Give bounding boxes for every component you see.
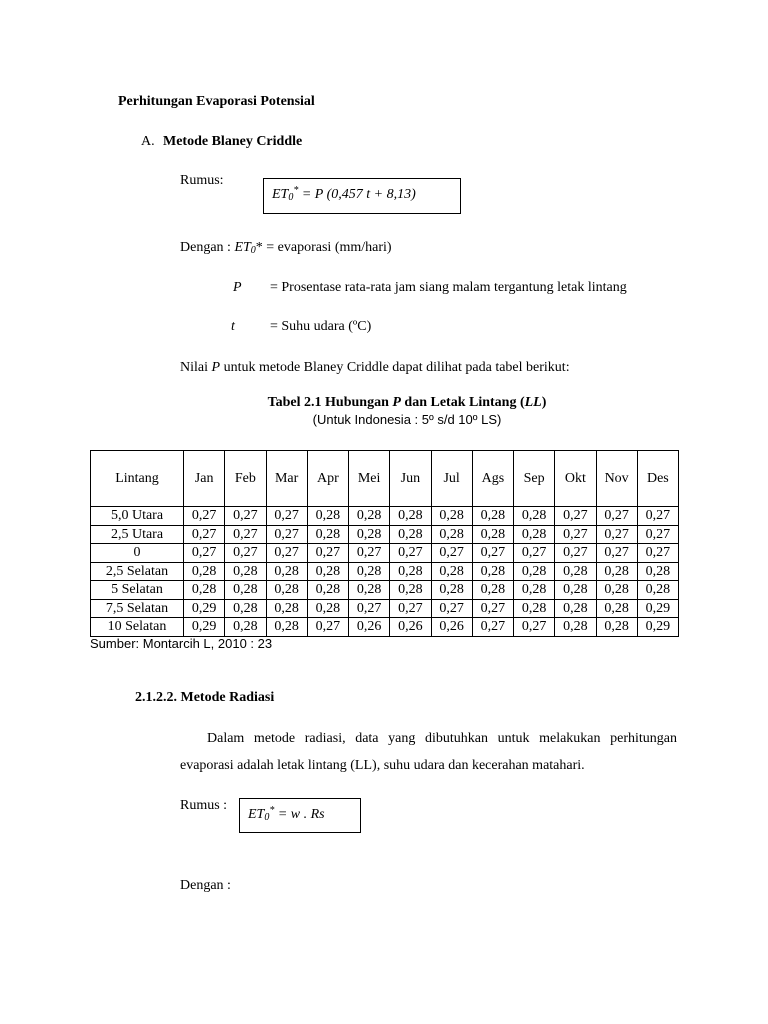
section-a-letter: A. bbox=[141, 134, 155, 149]
table-caption: Tabel 2.1 Hubungan P dan Letak Lintang (LL) bbox=[267, 395, 547, 410]
p-value-cell: 0,27 bbox=[472, 544, 513, 563]
p-value-cell: 0,28 bbox=[349, 507, 390, 526]
p-value-cell: 0,28 bbox=[637, 562, 678, 581]
p-value-cell: 0,27 bbox=[596, 507, 637, 526]
lintang-cell: 5 Selatan bbox=[91, 581, 184, 600]
p-value-cell: 0,27 bbox=[472, 599, 513, 618]
p-value-cell: 0,27 bbox=[637, 525, 678, 544]
column-header-month: Mei bbox=[349, 451, 390, 507]
column-header-month: Nov bbox=[596, 451, 637, 507]
p-value-cell: 0,27 bbox=[514, 544, 555, 563]
nilai-paragraph: Nilai P untuk metode Blaney Criddle dapat dilihat pada tabel berikut: bbox=[180, 360, 570, 375]
p-value-cell: 0,28 bbox=[349, 525, 390, 544]
p-value-cell: 0,27 bbox=[266, 507, 307, 526]
dengan-definitions: Dengan : $ET_0*$ = evaporasi (mm/hari) bbox=[180, 240, 392, 256]
p-value-cell: 0,28 bbox=[431, 507, 472, 526]
p-value-cell: 0,28 bbox=[555, 618, 596, 637]
column-header-month: Jan bbox=[184, 451, 225, 507]
p-value-cell: 0,28 bbox=[472, 562, 513, 581]
t-symbol: t bbox=[231, 319, 235, 334]
p-value-cell: 0,27 bbox=[307, 618, 348, 637]
p-value-cell: 0,28 bbox=[307, 507, 348, 526]
p-value-cell: 0,27 bbox=[307, 544, 348, 563]
p-value-cell: 0,28 bbox=[431, 581, 472, 600]
section-a-title: Metode Blaney Criddle bbox=[163, 134, 303, 149]
lintang-table bbox=[90, 450, 679, 637]
p-value-cell: 0,27 bbox=[390, 599, 431, 618]
p-value-cell: 0,28 bbox=[596, 562, 637, 581]
p-value-cell: 0,28 bbox=[555, 581, 596, 600]
t-description: = Suhu udara (ºC) bbox=[270, 319, 372, 334]
p-value-cell: 0,27 bbox=[184, 525, 225, 544]
rumus-label: Rumus: bbox=[180, 173, 224, 188]
p-value-cell: 0,27 bbox=[637, 507, 678, 526]
p-value-cell: 0,27 bbox=[555, 544, 596, 563]
p-value-cell: 0,28 bbox=[390, 562, 431, 581]
p-description: = Prosentase rata-rata jam siang malam tergantung letak lintang bbox=[270, 280, 627, 295]
p-value-cell: 0,27 bbox=[472, 618, 513, 637]
column-header-month: Mar bbox=[266, 451, 307, 507]
p-value-cell: 0,27 bbox=[184, 544, 225, 563]
p-value-cell: 0,28 bbox=[390, 507, 431, 526]
table-row bbox=[91, 507, 679, 526]
formula-radiasi: $ET_0^* = w$ . Rs bbox=[248, 805, 325, 823]
p-value-cell: 0,28 bbox=[555, 562, 596, 581]
p-value-cell: 0,29 bbox=[184, 599, 225, 618]
formula-box-radiasi bbox=[239, 798, 361, 833]
p-value-cell: 0,28 bbox=[225, 581, 266, 600]
column-header-month: Apr bbox=[307, 451, 348, 507]
p-value-cell: 0,27 bbox=[349, 544, 390, 563]
p-value-cell: 0,28 bbox=[514, 525, 555, 544]
p-value-cell: 0,28 bbox=[472, 507, 513, 526]
p-value-cell: 0,28 bbox=[514, 507, 555, 526]
table-header-row bbox=[91, 451, 679, 507]
table-row bbox=[91, 618, 679, 637]
lintang-cell: 7,5 Selatan bbox=[91, 599, 184, 618]
p-value-cell: 0,28 bbox=[514, 581, 555, 600]
table-row bbox=[91, 599, 679, 618]
page-heading: Perhitungan Evaporasi Potensial bbox=[118, 94, 315, 109]
formula-box-blaney bbox=[263, 178, 461, 214]
p-value-cell: 0,27 bbox=[431, 544, 472, 563]
p-value-cell: 0,26 bbox=[349, 618, 390, 637]
lintang-cell: 10 Selatan bbox=[91, 618, 184, 637]
p-value-cell: 0,28 bbox=[596, 581, 637, 600]
p-value-cell: 0,28 bbox=[266, 581, 307, 600]
rumus-label-radiasi: Rumus : bbox=[180, 798, 228, 813]
p-value-cell: 0,27 bbox=[184, 507, 225, 526]
column-header-month: Okt bbox=[555, 451, 596, 507]
column-header-month: Ags bbox=[472, 451, 513, 507]
p-value-cell: 0,28 bbox=[555, 599, 596, 618]
p-value-cell: 0,27 bbox=[225, 544, 266, 563]
radiasi-paragraph-line1: Dalam metode radiasi, data yang dibutuhkan untuk melakukan perhitungan bbox=[207, 731, 677, 746]
column-header-month: Jun bbox=[390, 451, 431, 507]
p-value-cell: 0,27 bbox=[390, 544, 431, 563]
dengan-label-radiasi: Dengan : bbox=[180, 878, 231, 893]
section-radiasi-title: 2.1.2.2. Metode Radiasi bbox=[135, 690, 275, 705]
p-value-cell: 0,28 bbox=[514, 599, 555, 618]
p-value-cell: 0,28 bbox=[431, 562, 472, 581]
p-value-cell: 0,29 bbox=[184, 618, 225, 637]
p-value-cell: 0,28 bbox=[472, 581, 513, 600]
p-value-cell: 0,27 bbox=[349, 599, 390, 618]
p-value-cell: 0,28 bbox=[225, 618, 266, 637]
p-value-cell: 0,28 bbox=[514, 562, 555, 581]
p-value-cell: 0,28 bbox=[184, 581, 225, 600]
p-value-cell: 0,27 bbox=[225, 525, 266, 544]
p-value-cell: 0,28 bbox=[637, 581, 678, 600]
column-header-month: Des bbox=[637, 451, 678, 507]
p-value-cell: 0,28 bbox=[225, 599, 266, 618]
p-value-cell: 0,27 bbox=[266, 544, 307, 563]
p-value-cell: 0,28 bbox=[307, 562, 348, 581]
table-row bbox=[91, 544, 679, 563]
p-symbol: P bbox=[233, 280, 242, 295]
table-row bbox=[91, 581, 679, 600]
p-value-cell: 0,27 bbox=[555, 525, 596, 544]
formula-blaney: $ET_0^* = P$ (0,457 t + 8,13) bbox=[272, 185, 416, 203]
p-value-cell: 0,28 bbox=[349, 562, 390, 581]
lintang-cell: 5,0 Utara bbox=[91, 507, 184, 526]
p-value-cell: 0,27 bbox=[431, 599, 472, 618]
p-value-cell: 0,28 bbox=[266, 562, 307, 581]
p-value-cell: 0,28 bbox=[307, 581, 348, 600]
p-value-cell: 0,28 bbox=[266, 599, 307, 618]
p-value-cell: 0,29 bbox=[637, 599, 678, 618]
table-source: Sumber: Montarcih L, 2010 : 23 bbox=[90, 636, 273, 651]
column-header-lintang: Lintang bbox=[91, 451, 184, 507]
table-subtitle: (Untuk Indonesia : 5º s/d 10º LS) bbox=[312, 412, 502, 427]
lintang-cell: 2,5 Utara bbox=[91, 525, 184, 544]
p-value-cell: 0,27 bbox=[266, 525, 307, 544]
table-row bbox=[91, 562, 679, 581]
p-value-cell: 0,28 bbox=[307, 599, 348, 618]
column-header-month: Sep bbox=[514, 451, 555, 507]
p-value-cell: 0,28 bbox=[184, 562, 225, 581]
p-value-cell: 0,28 bbox=[472, 525, 513, 544]
p-value-cell: 0,28 bbox=[431, 525, 472, 544]
p-value-cell: 0,28 bbox=[390, 581, 431, 600]
p-value-cell: 0,27 bbox=[225, 507, 266, 526]
p-value-cell: 0,27 bbox=[596, 544, 637, 563]
p-value-cell: 0,28 bbox=[596, 618, 637, 637]
p-value-cell: 0,28 bbox=[266, 618, 307, 637]
lintang-cell: 0 bbox=[91, 544, 184, 563]
p-value-cell: 0,28 bbox=[349, 581, 390, 600]
table-row bbox=[91, 525, 679, 544]
lintang-cell: 2,5 Selatan bbox=[91, 562, 184, 581]
p-value-cell: 0,28 bbox=[225, 562, 266, 581]
p-value-cell: 0,26 bbox=[431, 618, 472, 637]
column-header-month: Jul bbox=[431, 451, 472, 507]
p-value-cell: 0,26 bbox=[390, 618, 431, 637]
p-value-cell: 0,27 bbox=[555, 507, 596, 526]
p-value-cell: 0,28 bbox=[307, 525, 348, 544]
p-value-cell: 0,28 bbox=[596, 599, 637, 618]
p-value-cell: 0,29 bbox=[637, 618, 678, 637]
p-value-cell: 0,28 bbox=[390, 525, 431, 544]
p-value-cell: 0,27 bbox=[596, 525, 637, 544]
p-value-cell: 0,27 bbox=[514, 618, 555, 637]
radiasi-paragraph-line2: evaporasi adalah letak lintang (LL), suhu udara dan kecerahan matahari. bbox=[180, 758, 585, 773]
column-header-month: Feb bbox=[225, 451, 266, 507]
p-value-cell: 0,27 bbox=[637, 544, 678, 563]
